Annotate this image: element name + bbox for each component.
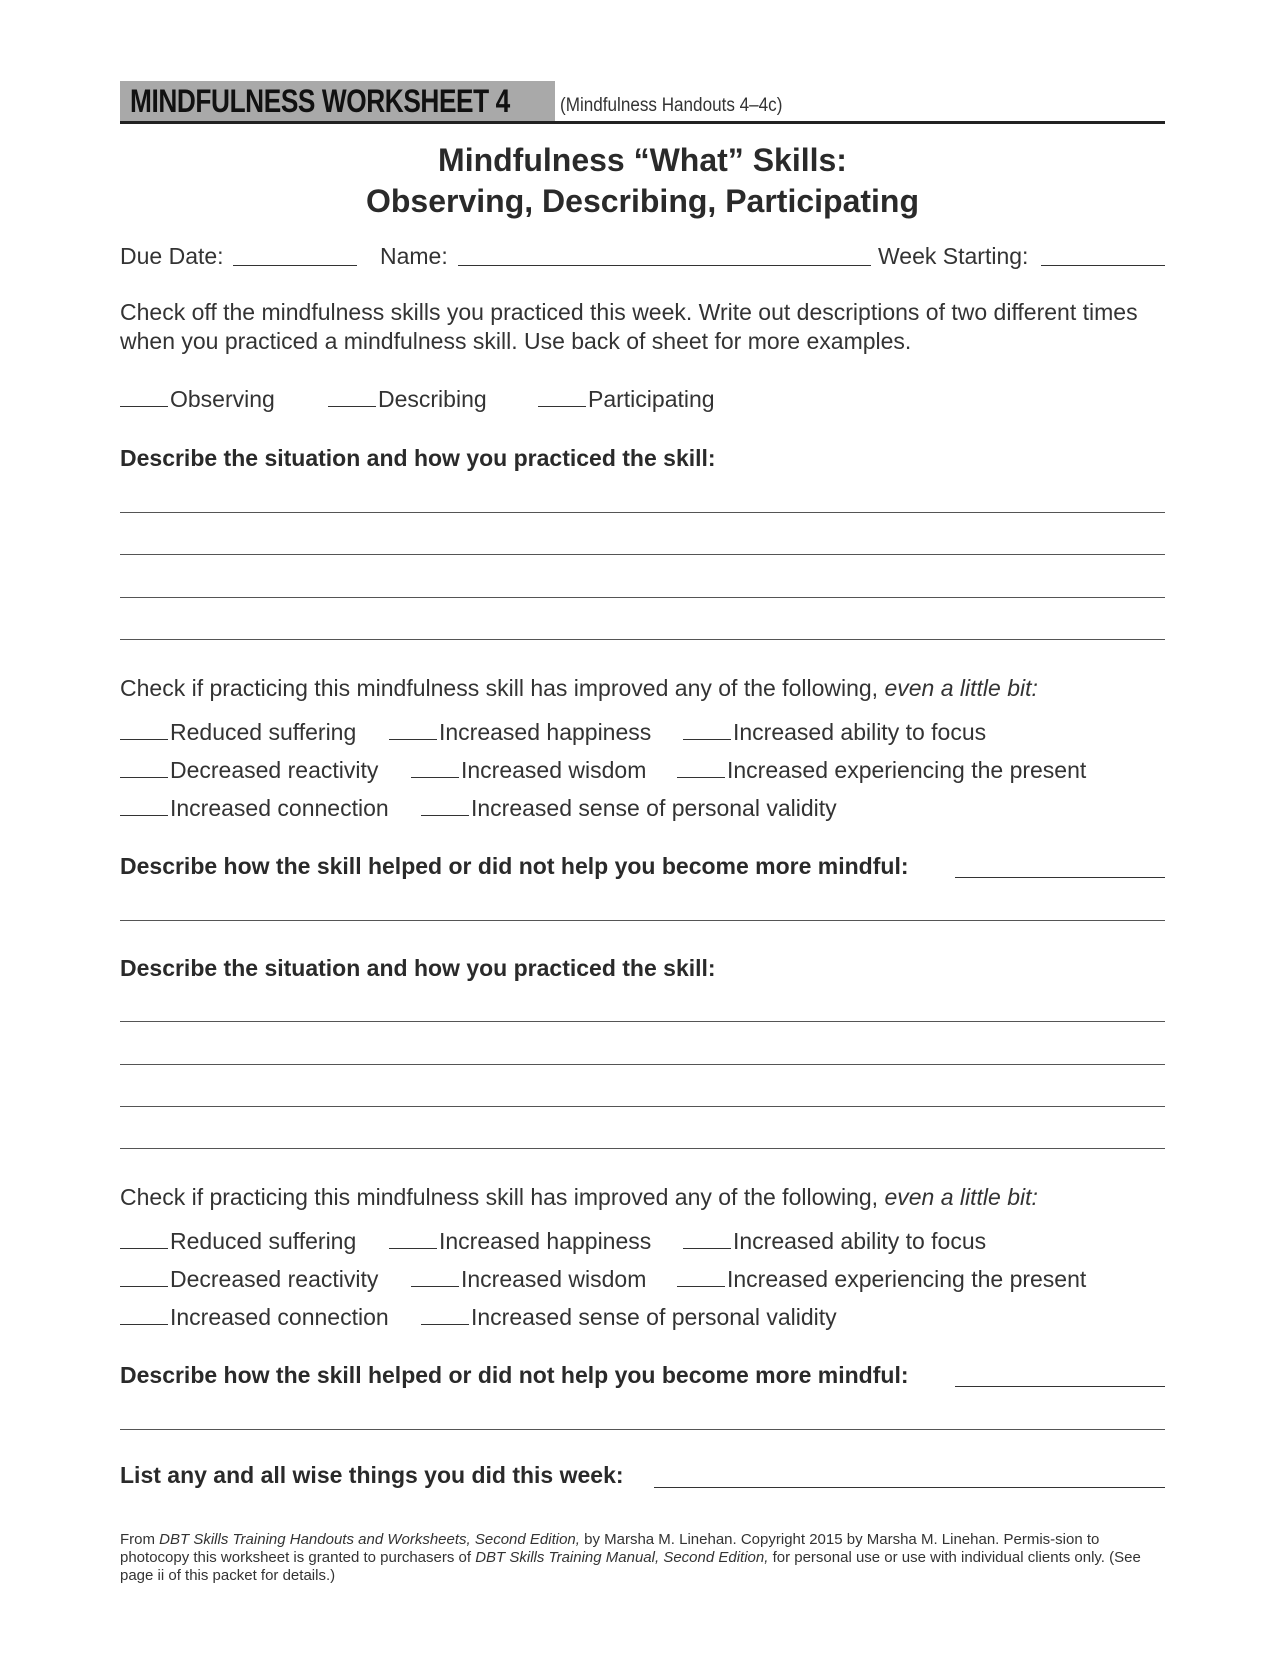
- checkbox-blank[interactable]: [120, 739, 168, 740]
- answer-line[interactable]: [120, 639, 1165, 640]
- answer-line[interactable]: [120, 920, 1165, 921]
- checkbox-blank[interactable]: [677, 777, 725, 778]
- due-date-label: Due Date:: [120, 243, 224, 269]
- skill-describing[interactable]: Describing: [328, 386, 487, 413]
- handout-reference: (Mindfulness Handouts 4–4c): [560, 95, 783, 116]
- improvement-option[interactable]: Increased sense of personal validity: [421, 795, 837, 822]
- checkbox-blank[interactable]: [538, 406, 586, 407]
- week-starting-field[interactable]: [1041, 265, 1165, 266]
- helped-answer-line[interactable]: [955, 877, 1165, 878]
- checkbox-blank[interactable]: [411, 1286, 459, 1287]
- week-starting-label: Week Starting:: [878, 243, 1029, 269]
- checkbox-blank[interactable]: [120, 406, 168, 407]
- checkbox-blank[interactable]: [677, 1286, 725, 1287]
- improvement-option[interactable]: Increased ability to focus: [683, 1228, 986, 1255]
- answer-line[interactable]: [120, 1429, 1165, 1430]
- worksheet-label: MINDFULNESS WORKSHEET 4: [130, 83, 510, 119]
- checkbox-blank[interactable]: [120, 815, 168, 816]
- improvement-option[interactable]: Increased ability to focus: [683, 719, 986, 746]
- helped-answer-line[interactable]: [955, 1386, 1165, 1387]
- instructions-line1: Check off the mindfulness skills you practiced this week. Write out descriptions of two different times: [120, 299, 1138, 325]
- due-date-field[interactable]: [233, 265, 357, 266]
- answer-line[interactable]: [120, 597, 1165, 598]
- improvement-option[interactable]: Reduced suffering: [120, 1228, 356, 1255]
- checkbox-blank[interactable]: [120, 1248, 168, 1249]
- helped-prompt: Describe how the skill helped or did not help you become more mindful:: [120, 853, 909, 879]
- improvement-option[interactable]: Decreased reactivity: [120, 757, 378, 784]
- page-title-line2: Observing, Describing, Participating: [365, 183, 919, 219]
- describe-situation-prompt: Describe the situation and how you practiced the skill:: [120, 955, 716, 981]
- answer-line[interactable]: [120, 1148, 1165, 1149]
- improvement-option[interactable]: Reduced suffering: [120, 719, 356, 746]
- checkbox-blank[interactable]: [389, 1248, 437, 1249]
- answer-line[interactable]: [120, 1106, 1165, 1107]
- checkbox-blank[interactable]: [389, 739, 437, 740]
- improvement-option[interactable]: Increased happiness: [389, 1228, 651, 1255]
- improvement-option[interactable]: Increased experiencing the present: [677, 757, 1086, 784]
- skill-observing[interactable]: Observing: [120, 386, 275, 413]
- helped-prompt: Describe how the skill helped or did not help you become more mindful:: [120, 1362, 909, 1388]
- wise-things-answer-line[interactable]: [654, 1487, 1165, 1488]
- wise-things-prompt: List any and all wise things you did this week:: [120, 1462, 624, 1488]
- improvement-option[interactable]: Decreased reactivity: [120, 1266, 378, 1293]
- answer-line[interactable]: [120, 1021, 1165, 1022]
- checkbox-blank[interactable]: [421, 1324, 469, 1325]
- instructions-line2: when you practiced a mindfulness skill. Use back of sheet for more examples.: [120, 328, 912, 354]
- improvement-option[interactable]: Increased experiencing the present: [677, 1266, 1086, 1293]
- improvement-option[interactable]: Increased wisdom: [411, 1266, 646, 1293]
- copyright-footer: From DBT Skills Training Handouts and Worksheets, Second Edition, by Marsha M. Linehan. Copyright 2015 by Marsha M. Linehan. Permis-sion to photocopy this worksheet is granted to purchasers of DBT Skills Training Manual, Second Edition, for personal use or use with individual clients only. (See page ii of this packet for details.): [120, 1531, 1141, 1584]
- improvement-option[interactable]: Increased happiness: [389, 719, 651, 746]
- checkbox-blank[interactable]: [411, 777, 459, 778]
- check-improvements-prompt: Check if practicing this mindfulness skill has improved any of the following, even a little bit:: [120, 1184, 1038, 1210]
- checkbox-blank[interactable]: [683, 1248, 731, 1249]
- answer-line[interactable]: [120, 1064, 1165, 1065]
- checkbox-blank[interactable]: [328, 406, 376, 407]
- improvement-option[interactable]: Increased wisdom: [411, 757, 646, 784]
- check-improvements-prompt: Check if practicing this mindfulness skill has improved any of the following, even a little bit:: [120, 675, 1038, 701]
- name-field[interactable]: [458, 265, 871, 266]
- checkbox-blank[interactable]: [683, 739, 731, 740]
- answer-line[interactable]: [120, 554, 1165, 555]
- checkbox-blank[interactable]: [421, 815, 469, 816]
- name-label: Name:: [380, 243, 448, 269]
- checkbox-blank[interactable]: [120, 1324, 168, 1325]
- describe-situation-prompt: Describe the situation and how you practiced the skill:: [120, 445, 716, 471]
- checkbox-blank[interactable]: [120, 777, 168, 778]
- skill-participating[interactable]: Participating: [538, 386, 715, 413]
- improvement-option[interactable]: Increased connection: [120, 795, 389, 822]
- improvement-option[interactable]: Increased connection: [120, 1304, 389, 1331]
- worksheet-header: [120, 81, 1165, 124]
- improvement-option[interactable]: Increased sense of personal validity: [421, 1304, 837, 1331]
- page-title-line1: Mindfulness “What” Skills:: [438, 142, 847, 178]
- answer-line[interactable]: [120, 512, 1165, 513]
- checkbox-blank[interactable]: [120, 1286, 168, 1287]
